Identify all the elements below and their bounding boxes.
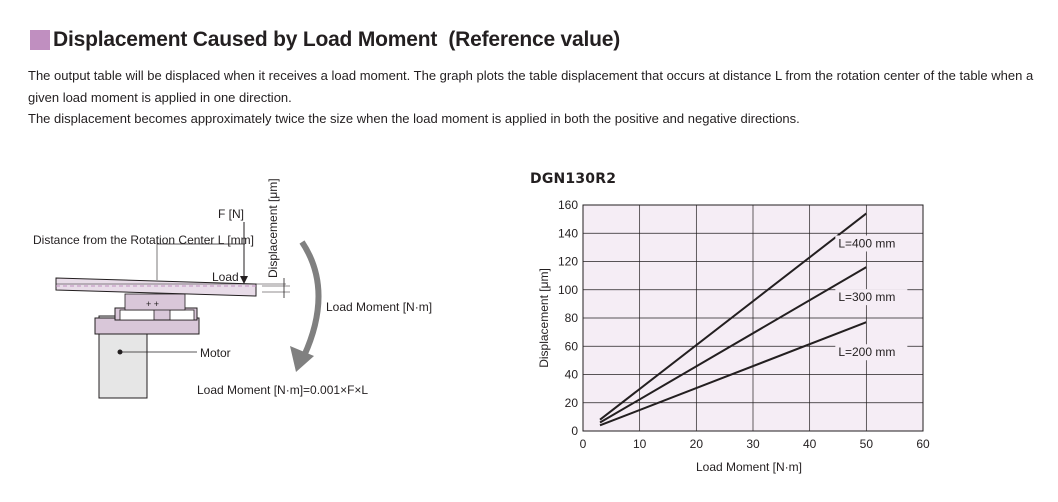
gearhead-block-left: [120, 310, 154, 320]
chart-y-axis-label: Displacement [μm]: [537, 268, 551, 368]
chart-y-tick-label: 160: [557, 198, 578, 212]
chart-x-axis-label: Load Moment [N·m]: [695, 460, 803, 474]
heading-marker: [30, 30, 50, 50]
chart-series-label: L=400 mm: [838, 236, 896, 251]
load-moment-diagram: [0, 150, 520, 410]
moment-curved-arrow: [302, 242, 319, 356]
displacement-label: Displacement [μm]: [266, 178, 280, 278]
chart-y-tick-label: 100: [557, 282, 578, 297]
moment-label: Load Moment [N·m]: [326, 300, 433, 314]
section-heading: [30, 28, 620, 52]
section-description: [28, 65, 1038, 130]
chart-x-tick-label: 10: [632, 437, 647, 451]
chart-y-tick-label: 20: [564, 395, 578, 410]
force-arrow-head: [240, 276, 248, 284]
chart-y-tick-label: 0: [571, 424, 578, 438]
force-label: F [N]: [218, 207, 244, 221]
bearing-marks: + +: [146, 299, 160, 309]
distance-label: Distance from the Rotation Center L [mm]: [33, 233, 254, 247]
gearhead-block-right: [170, 310, 194, 320]
section-title: Displacement Caused by Load Moment (Reference value): [53, 28, 621, 51]
chart-x-tick-label: 20: [689, 437, 704, 451]
chart-x-tick-label: 40: [802, 437, 817, 451]
chart-x-tick-label: 30: [746, 437, 760, 451]
moment-arrow-head: [290, 346, 314, 372]
chart-series-label: L=300 mm: [838, 290, 896, 305]
description-paragraph-1: The output table will be displaced when it receives a load moment. The graph plots the table displacement that occurs at distance L from the rotation center of the table when a given load moment is applied in one direction.: [28, 68, 1034, 105]
chart-y-tick-label: 80: [564, 311, 578, 325]
chart-y-tick-label: 40: [564, 367, 578, 382]
load-label: Load: [212, 270, 239, 284]
displacement-chart: [520, 190, 940, 480]
chart-y-tick-label: 120: [557, 254, 578, 269]
chart-title: DGN130R2: [530, 171, 617, 187]
description-paragraph-2: The displacement becomes approximately twice the size when the load moment is applied in both the positive and negative directions.: [28, 111, 800, 126]
formula-label: Load Moment [N·m]=0.001×F×L: [197, 383, 369, 397]
chart-x-tick-label: 60: [916, 437, 930, 451]
chart-x-tick-label: 0: [579, 437, 587, 451]
chart-y-tick-label: 60: [564, 339, 578, 354]
chart-x-tick-label: 50: [859, 437, 874, 451]
chart-series-label: L=200 mm: [838, 345, 896, 360]
motor-label: Motor: [200, 346, 231, 360]
chart-y-tick-label: 140: [557, 226, 578, 241]
